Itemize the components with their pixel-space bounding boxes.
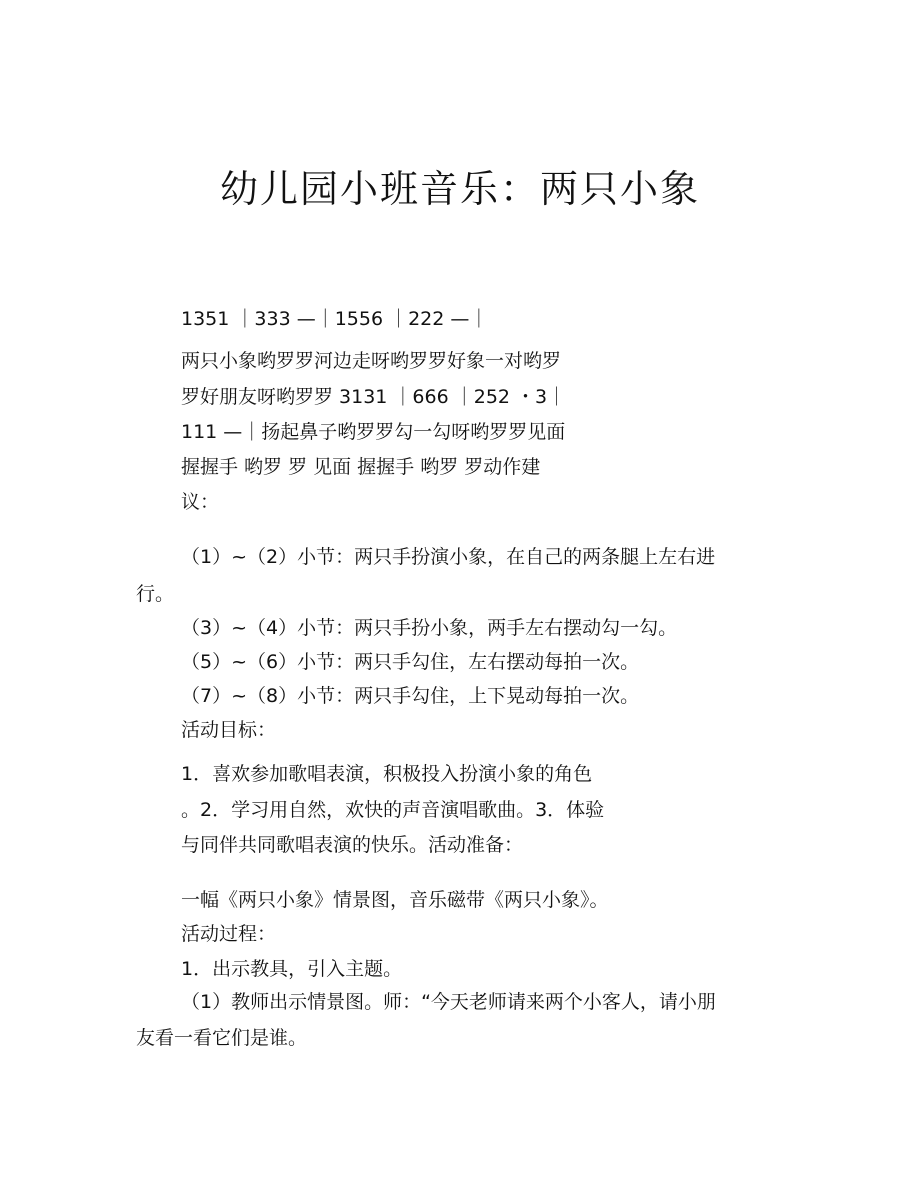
- text-line: 。2．学习用自然，欢快的声音演唱歌曲。3．体验: [181, 799, 605, 821]
- text-line: 111 —｜扬起鼻子哟罗罗勾一勾呀哟罗罗见面: [181, 421, 566, 443]
- text-line: （1）教师出示情景图。师：“今天老师请来两个小客人，请小朋: [181, 991, 716, 1013]
- text-line: 罗好朋友呀哟罗罗 3131 ｜666 ｜252 ・3｜: [181, 386, 567, 408]
- text-line: 与同伴共同歌唱表演的快乐。活动准备：: [181, 834, 524, 856]
- text-line: 活动过程：: [181, 923, 277, 945]
- text-line: （7）~（8）小节：两只手勾住，上下晃动每拍一次。: [181, 685, 640, 707]
- text-line: （1）~（2）小节：两只手扮演小象，在自己的两条腿上左右进: [181, 546, 716, 568]
- text-line: 1351 ｜333 —｜1556 ｜222 —｜: [181, 308, 489, 330]
- text-line: 议：: [181, 491, 220, 513]
- text-line: 1．出示教具，引入主题。: [181, 958, 403, 980]
- text-line: 友看一看它们是谁。: [136, 1027, 308, 1049]
- document-title: 幼儿园小班音乐：两只小象: [219, 167, 700, 211]
- text-line: 一幅《两只小象》情景图，音乐磁带《两只小象》。: [181, 889, 609, 911]
- text-line: 1．喜欢参加歌唱表演，积极投入扮演小象的角色: [181, 763, 593, 785]
- text-line: 两只小象哟罗罗河边走呀哟罗罗好象一对哟罗: [181, 350, 562, 372]
- text-line: 行。: [136, 583, 175, 605]
- text-line: （5）~（6）小节：两只手勾住，左右摆动每拍一次。: [181, 651, 640, 673]
- text-line: 握握手 哟罗 罗 见面 握握手 哟罗 罗动作建: [181, 456, 541, 478]
- text-line: 活动目标：: [181, 719, 277, 741]
- text-line: （3）~（4）小节：两只手扮小象，两手左右摆动勾一勾。: [181, 617, 678, 639]
